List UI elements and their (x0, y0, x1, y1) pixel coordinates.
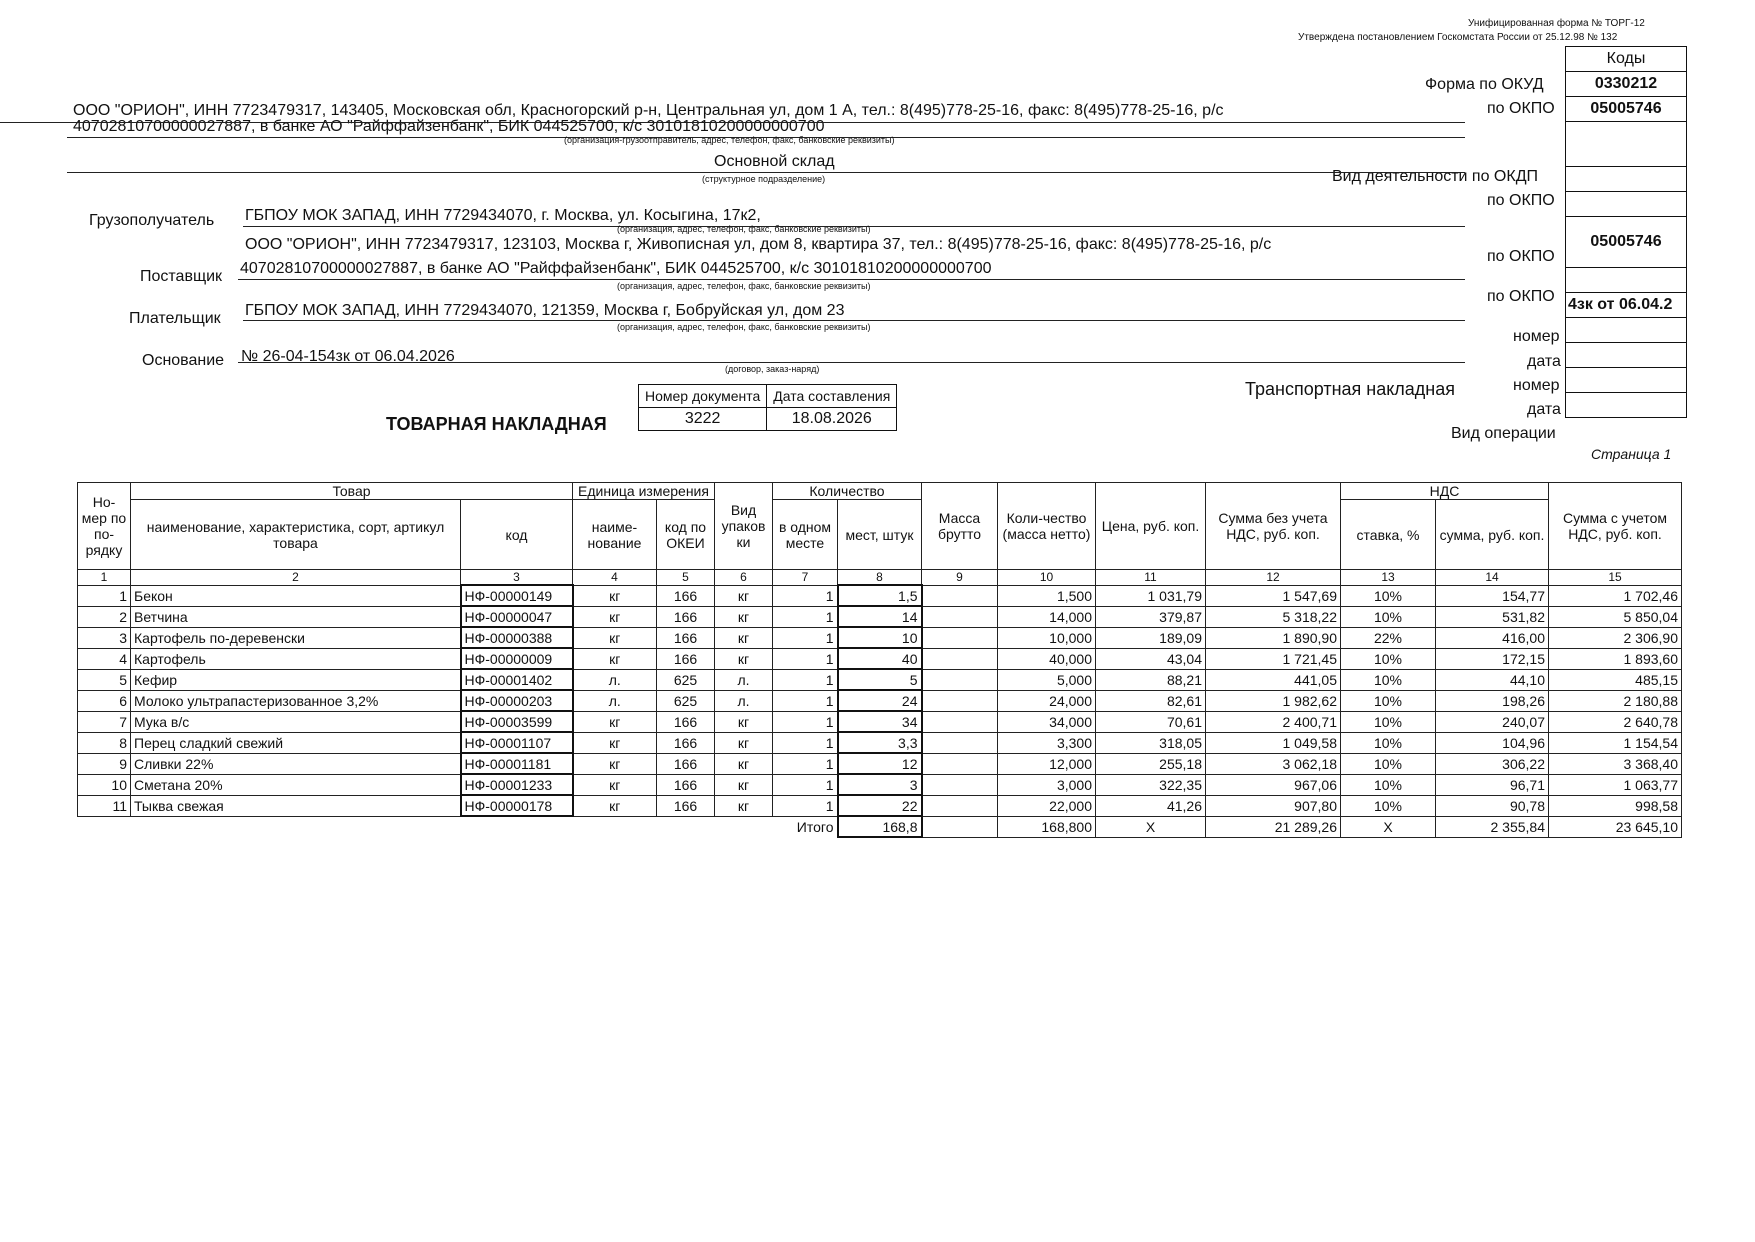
totals-row (78, 816, 1682, 837)
codes-title: Коды (1566, 47, 1687, 72)
row-okei: 625 (657, 669, 715, 690)
row-per-place: 1 (773, 606, 838, 627)
row-pack: кг (715, 585, 773, 606)
supplier-line2: 40702810700000027887, в банке АО "Райффайзенбанк", БИК 044525700, к/с 30101810200000000700 (240, 260, 992, 277)
payer-caption: (организация, адрес, телефон, факс, банковские реквизиты) (617, 322, 871, 332)
payer-label: Плательщик (129, 310, 221, 327)
document-title: ТОВАРНАЯ НАКЛАДНАЯ (386, 414, 607, 434)
row-number: 3 (78, 627, 131, 648)
basis-value: № 26-04-154зк от 06.04.2026 (241, 348, 455, 365)
row-sum: 1 982,62 (1206, 690, 1341, 711)
row-unit: кг (573, 585, 657, 606)
column-number: 6 (715, 570, 773, 586)
row-price: 88,21 (1096, 669, 1206, 690)
row-per-place: 1 (773, 648, 838, 669)
table-row (78, 669, 1682, 690)
row-places: 24 (838, 690, 922, 711)
row-price: 70,61 (1096, 711, 1206, 732)
row-per-place: 1 (773, 732, 838, 753)
row-sum: 1 547,69 (1206, 585, 1341, 606)
row-okei: 166 (657, 606, 715, 627)
shipper-line2: 40702810700000027887, в банке АО "Райффайзенбанк", БИК 044525700, к/с 30101810200000000700 (73, 118, 825, 135)
row-number: 5 (78, 669, 131, 690)
row-net: 3,300 (998, 732, 1096, 753)
row-price: 41,26 (1096, 795, 1206, 816)
row-total: 3 368,40 (1549, 753, 1682, 774)
row-per-place: 1 (773, 774, 838, 795)
row-total: 1 154,54 (1549, 732, 1682, 753)
table-row (78, 585, 1682, 606)
col-price-header: Цена, руб. коп. (1096, 483, 1206, 570)
row-unit: кг (573, 732, 657, 753)
row-price: 82,61 (1096, 690, 1206, 711)
okpo-label: по ОКПО (1487, 100, 1555, 117)
row-unit: л. (573, 669, 657, 690)
row-pack: л. (715, 690, 773, 711)
row-number: 1 (78, 585, 131, 606)
row-code: НФ-00001233 (461, 774, 573, 795)
document-number-box (638, 384, 897, 431)
col-places-header: мест, штук (838, 500, 922, 570)
column-number: 8 (838, 570, 922, 586)
row-vat: 172,15 (1436, 648, 1549, 669)
basis-caption: (договор, заказ-наряд) (725, 364, 820, 374)
row-gross (922, 669, 998, 690)
row-places: 1,5 (838, 585, 922, 606)
column-number: 3 (461, 570, 573, 586)
row-gross (922, 774, 998, 795)
supplier-line1: ООО "ОРИОН", ИНН 7723479317, 123103, Москва г, Живописная ул, дом 8, квартира 37, тел.: 8(495)778-25-16, факс: 8(495)778-25-16, р/с (245, 236, 1272, 253)
row-unit: кг (573, 648, 657, 669)
row-number: 2 (78, 606, 131, 627)
row-vat: 240,07 (1436, 711, 1549, 732)
row-name: Картофель (131, 648, 461, 669)
totals-places: 168,8 (838, 816, 922, 837)
row-net: 34,000 (998, 711, 1096, 732)
col-pack-header: Вид упаков ки (715, 483, 773, 570)
table-row (78, 648, 1682, 669)
row-sum: 2 400,71 (1206, 711, 1341, 732)
col-qty-header: Количество (773, 483, 922, 500)
column-number: 15 (1549, 570, 1682, 586)
row-places: 34 (838, 711, 922, 732)
row-number: 4 (78, 648, 131, 669)
transport-doc-label: Транспортная накладная (1245, 379, 1456, 399)
row-pack: л. (715, 669, 773, 690)
row-rate: 10% (1341, 585, 1436, 606)
row-pack: кг (715, 606, 773, 627)
row-number: 9 (78, 753, 131, 774)
col-gross-header: Масса брутто (922, 483, 998, 570)
row-code: НФ-00001107 (461, 732, 573, 753)
row-total: 1 893,60 (1549, 648, 1682, 669)
basis-label: Основание (142, 352, 225, 369)
row-places: 22 (838, 795, 922, 816)
row-net: 22,000 (998, 795, 1096, 816)
totals-gross (922, 816, 998, 837)
row-unit: кг (573, 774, 657, 795)
col-total-header: Сумма с учетом НДС, руб. коп. (1549, 483, 1682, 570)
col-okei-header: код по ОКЕИ (657, 500, 715, 570)
supplier-okpo-code: 05005746 (1566, 217, 1687, 268)
row-rate: 22% (1341, 627, 1436, 648)
row-rate: 10% (1341, 774, 1436, 795)
row-okei: 166 (657, 774, 715, 795)
okdp-label: Вид деятельности по ОКДП (1332, 168, 1539, 185)
totals-price: X (1096, 816, 1206, 837)
row-pack: кг (715, 627, 773, 648)
row-pack: кг (715, 711, 773, 732)
row-total: 1 063,77 (1549, 774, 1682, 795)
row-okei: 166 (657, 585, 715, 606)
row-vat: 90,78 (1436, 795, 1549, 816)
column-number: 2 (131, 570, 461, 586)
table-row (78, 711, 1682, 732)
row-name: Картофель по-деревенски (131, 627, 461, 648)
row-per-place: 1 (773, 711, 838, 732)
column-number: 14 (1436, 570, 1549, 586)
totals-sum: 21 289,26 (1206, 816, 1341, 837)
table-row (78, 732, 1682, 753)
table-row (78, 795, 1682, 816)
row-net: 5,000 (998, 669, 1096, 690)
row-gross (922, 648, 998, 669)
row-places: 40 (838, 648, 922, 669)
row-name: Перец сладкий свежий (131, 732, 461, 753)
row-total: 2 306,90 (1549, 627, 1682, 648)
row-okei: 625 (657, 690, 715, 711)
form-type-label: Унифицированная форма № ТОРГ-12 (1468, 18, 1645, 29)
row-rate: 10% (1341, 753, 1436, 774)
row-okei: 166 (657, 795, 715, 816)
row-pack: кг (715, 774, 773, 795)
row-unit: кг (573, 627, 657, 648)
basis-number-code: 4зк от 06.04.2 (1566, 293, 1687, 318)
row-price: 322,35 (1096, 774, 1206, 795)
row-name: Мука в/с (131, 711, 461, 732)
row-name: Ветчина (131, 606, 461, 627)
row-rate: 10% (1341, 795, 1436, 816)
doc-number-label: Номер документа (639, 385, 767, 408)
row-vat: 198,26 (1436, 690, 1549, 711)
column-numbers-row (78, 570, 1682, 586)
row-places: 5 (838, 669, 922, 690)
column-number: 9 (922, 570, 998, 586)
row-unit: кг (573, 711, 657, 732)
row-price: 43,04 (1096, 648, 1206, 669)
row-gross (922, 753, 998, 774)
row-gross (922, 732, 998, 753)
row-gross (922, 606, 998, 627)
col-unit-header: Единица измерения (573, 483, 715, 500)
row-per-place: 1 (773, 795, 838, 816)
transport-date-label: дата (1527, 401, 1561, 418)
row-name: Тыква свежая (131, 795, 461, 816)
row-gross (922, 627, 998, 648)
row-sum: 907,80 (1206, 795, 1341, 816)
row-code: НФ-00000203 (461, 690, 573, 711)
doc-number: 3222 (639, 408, 767, 431)
row-vat: 531,82 (1436, 606, 1549, 627)
col-num-header: Но-мер по по-рядку (78, 483, 131, 570)
row-net: 10,000 (998, 627, 1096, 648)
row-name: Бекон (131, 585, 461, 606)
totals-vat: 2 355,84 (1436, 816, 1549, 837)
row-okei: 166 (657, 648, 715, 669)
row-total: 2 180,88 (1549, 690, 1682, 711)
row-sum: 3 062,18 (1206, 753, 1341, 774)
col-net-header: Коли-чество (масса нетто) (998, 483, 1096, 570)
row-code: НФ-00001181 (461, 753, 573, 774)
row-pack: кг (715, 753, 773, 774)
transport-number-label: номер (1513, 377, 1560, 394)
row-okei: 166 (657, 732, 715, 753)
row-vat: 44,10 (1436, 669, 1549, 690)
row-pack: кг (715, 795, 773, 816)
row-pack: кг (715, 648, 773, 669)
col-code-header: код (461, 500, 573, 570)
row-rate: 10% (1341, 669, 1436, 690)
row-name: Кефир (131, 669, 461, 690)
row-per-place: 1 (773, 690, 838, 711)
row-rate: 10% (1341, 732, 1436, 753)
payer-okpo-label: по ОКПО (1487, 288, 1555, 305)
supplier-caption: (организация, адрес, телефон, факс, банковские реквизиты) (617, 281, 871, 291)
consignee-caption: (организация, адрес, телефон, факс, банковские реквизиты) (617, 224, 871, 234)
basis-number-label: номер (1513, 328, 1560, 345)
row-price: 189,09 (1096, 627, 1206, 648)
table-row (78, 774, 1682, 795)
totals-total: 23 645,10 (1549, 816, 1682, 837)
row-sum: 441,05 (1206, 669, 1341, 690)
row-net: 14,000 (998, 606, 1096, 627)
column-number: 1 (78, 570, 131, 586)
row-gross (922, 690, 998, 711)
row-net: 1,500 (998, 585, 1096, 606)
supplier-label: Поставщик (140, 268, 223, 285)
doc-date: 18.08.2026 (767, 408, 897, 431)
codes-box (1565, 46, 1687, 418)
col-name-header: наименование, характеристика, сорт, артикул товара (131, 500, 461, 570)
row-code: НФ-00000178 (461, 795, 573, 816)
row-places: 12 (838, 753, 922, 774)
row-pack: кг (715, 732, 773, 753)
totals-label: Итого (796, 819, 834, 835)
table-row (78, 606, 1682, 627)
row-vat: 154,77 (1436, 585, 1549, 606)
col-vat-sum-header: сумма, руб. коп. (1436, 500, 1549, 570)
totals-net: 168,800 (998, 816, 1096, 837)
row-unit: л. (573, 690, 657, 711)
row-sum: 1 890,90 (1206, 627, 1341, 648)
col-unit-name-header: наиме-нование (573, 500, 657, 570)
col-per-place-header: в одном месте (773, 500, 838, 570)
col-vat-header: НДС (1341, 483, 1549, 500)
row-rate: 10% (1341, 648, 1436, 669)
row-unit: кг (573, 753, 657, 774)
row-rate: 10% (1341, 606, 1436, 627)
row-per-place: 1 (773, 627, 838, 648)
row-price: 1 031,79 (1096, 585, 1206, 606)
table-row (78, 627, 1682, 648)
row-name: Сливки 22% (131, 753, 461, 774)
row-okei: 166 (657, 711, 715, 732)
row-vat: 96,71 (1436, 774, 1549, 795)
row-total: 485,15 (1549, 669, 1682, 690)
row-net: 12,000 (998, 753, 1096, 774)
row-code: НФ-00000388 (461, 627, 573, 648)
row-name: Молоко ультрапастеризованное 3,2% (131, 690, 461, 711)
row-number: 8 (78, 732, 131, 753)
row-total: 1 702,46 (1549, 585, 1682, 606)
table-row (78, 690, 1682, 711)
row-per-place: 1 (773, 753, 838, 774)
row-price: 318,05 (1096, 732, 1206, 753)
row-number: 10 (78, 774, 131, 795)
form-approval-label: Утверждена постановлением Госкомстата России от 25.12.98 № 132 (1298, 32, 1618, 43)
row-sum: 1 721,45 (1206, 648, 1341, 669)
row-number: 6 (78, 690, 131, 711)
row-places: 3,3 (838, 732, 922, 753)
table-row (78, 753, 1682, 774)
row-sum: 967,06 (1206, 774, 1341, 795)
okpo-code: 05005746 (1566, 97, 1687, 122)
operation-label: Вид операции (1451, 425, 1556, 442)
row-price: 379,87 (1096, 606, 1206, 627)
row-code: НФ-00003599 (461, 711, 573, 732)
row-total: 5 850,04 (1549, 606, 1682, 627)
row-per-place: 1 (773, 585, 838, 606)
totals-rate: X (1341, 816, 1436, 837)
row-code: НФ-00000047 (461, 606, 573, 627)
column-number: 10 (998, 570, 1096, 586)
consignee-value: ГБПОУ МОК ЗАПАД, ИНН 7729434070, г. Москва, ул. Косыгина, 17к2, (245, 207, 761, 224)
division-caption: (структурное подразделение) (702, 174, 826, 184)
column-number: 5 (657, 570, 715, 586)
okud-code: 0330212 (1566, 72, 1687, 97)
row-code: НФ-00001402 (461, 669, 573, 690)
row-net: 24,000 (998, 690, 1096, 711)
row-gross (922, 795, 998, 816)
shipper-caption: (организация-грузоотправитель, адрес, телефон, факс, банковские реквизиты) (564, 135, 895, 145)
col-rate-header: ставка, % (1341, 500, 1436, 570)
col-sum-header: Сумма без учета НДС, руб. коп. (1206, 483, 1341, 570)
column-number: 13 (1341, 570, 1436, 586)
okpo2-label: по ОКПО (1487, 192, 1555, 209)
row-vat: 306,22 (1436, 753, 1549, 774)
row-number: 11 (78, 795, 131, 816)
column-number: 11 (1096, 570, 1206, 586)
row-rate: 10% (1341, 690, 1436, 711)
payer-value: ГБПОУ МОК ЗАПАД, ИНН 7729434070, 121359, Москва г, Бобруйская ул, дом 23 (245, 302, 845, 319)
column-number: 12 (1206, 570, 1341, 586)
row-code: НФ-00000009 (461, 648, 573, 669)
doc-date-label: Дата составления (767, 385, 897, 408)
row-gross (922, 711, 998, 732)
column-number: 7 (773, 570, 838, 586)
okud-label: Форма по ОКУД (1425, 76, 1544, 93)
row-net: 40,000 (998, 648, 1096, 669)
row-vat: 104,96 (1436, 732, 1549, 753)
row-total: 998,58 (1549, 795, 1682, 816)
row-places: 10 (838, 627, 922, 648)
row-sum: 1 049,58 (1206, 732, 1341, 753)
row-places: 14 (838, 606, 922, 627)
row-okei: 166 (657, 627, 715, 648)
row-unit: кг (573, 795, 657, 816)
consignee-label: Грузополучатель (89, 212, 215, 229)
col-goods-header: Товар (131, 483, 573, 500)
row-gross (922, 585, 998, 606)
page-label: Страница 1 (1591, 446, 1672, 462)
row-sum: 5 318,22 (1206, 606, 1341, 627)
row-per-place: 1 (773, 669, 838, 690)
row-okei: 166 (657, 753, 715, 774)
basis-date-label: дата (1527, 353, 1561, 370)
goods-table (77, 482, 1682, 838)
row-code: НФ-00000149 (461, 585, 573, 606)
row-price: 255,18 (1096, 753, 1206, 774)
row-places: 3 (838, 774, 922, 795)
row-net: 3,000 (998, 774, 1096, 795)
row-rate: 10% (1341, 711, 1436, 732)
row-vat: 416,00 (1436, 627, 1549, 648)
supplier-okpo-label: по ОКПО (1487, 248, 1555, 265)
row-total: 2 640,78 (1549, 711, 1682, 732)
row-unit: кг (573, 606, 657, 627)
row-name: Сметана 20% (131, 774, 461, 795)
row-number: 7 (78, 711, 131, 732)
division-value: Основной склад (714, 153, 835, 170)
column-number: 4 (573, 570, 657, 586)
shipper-line1: ООО "ОРИОН", ИНН 7723479317, 143405, Московская обл, Красногорский р-н, Центральная ул, дом 1 А, тел.: 8(495)778-25-16, факс: 8(495)778-25-16, р/с (73, 102, 1224, 119)
